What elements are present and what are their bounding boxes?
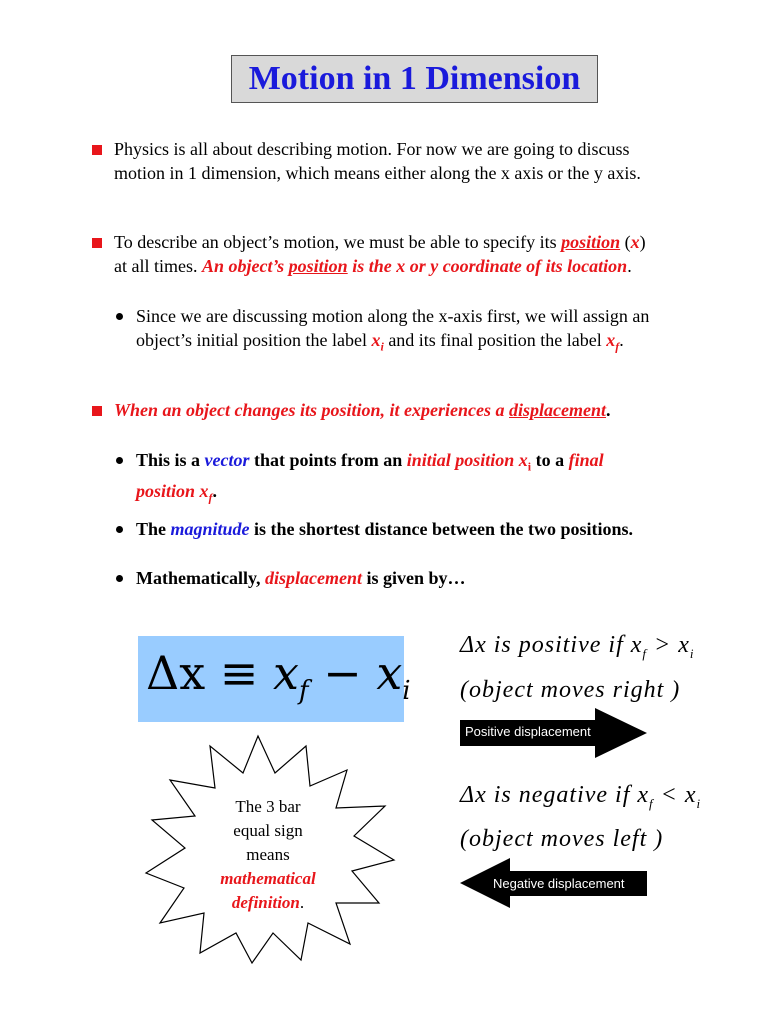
mathematical-term: mathematical <box>220 869 316 888</box>
sub-bullet-vector <box>136 448 756 509</box>
subscript-f: f <box>615 339 620 354</box>
square-bullet-icon <box>92 238 102 248</box>
negative-condition <box>460 782 701 812</box>
bullet-1-line-1: Physics is all about describing motion. For now we are going to discuss <box>114 139 630 159</box>
bullet-1-line-2: motion in 1 dimension, which means either along the x axis or the y axis. <box>114 163 641 183</box>
magnitude-term: magnitude <box>170 519 250 539</box>
text-span: at all times. <box>114 256 202 276</box>
bullet-2-text <box>114 230 754 278</box>
sub-bullet-assign-labels <box>136 304 756 359</box>
starburst-text <box>198 795 338 915</box>
subscript-f: f <box>649 795 654 811</box>
page-title-box <box>231 55 598 103</box>
vector-line-1 <box>136 448 756 479</box>
positive-condition <box>460 632 695 662</box>
sub-bullet-mathematically <box>136 566 756 590</box>
vector-term: vector <box>204 450 250 470</box>
text-span: An object’s <box>201 256 289 276</box>
square-bullet-icon <box>92 406 102 416</box>
square-bullet-icon <box>92 145 102 155</box>
sub-line-1: Since we are discussing motion along the x-axis first, we will assign an <box>136 306 650 326</box>
text-span: . <box>627 256 632 276</box>
sub-bullet-magnitude <box>136 517 756 541</box>
positive-arrow-label: Positive displacement <box>465 724 591 739</box>
dot-bullet-icon <box>116 575 123 582</box>
text-span: Δx is positive if x <box>460 632 643 658</box>
bullet-2-line-2 <box>114 254 754 278</box>
subscript-f: f <box>208 490 213 505</box>
displacement-term: displacement <box>264 568 362 588</box>
text-span: Δx is negative if x <box>460 782 650 808</box>
text-span: This is a <box>136 450 205 470</box>
text-span: > x <box>647 632 690 658</box>
subscript-f: f <box>642 645 648 661</box>
x-initial: x <box>376 646 403 700</box>
position-definition: is the x or y coordinate of its location <box>347 256 628 276</box>
text-span: and its final position the label <box>383 330 607 350</box>
text-span: ( <box>620 232 631 252</box>
final-term: final <box>568 450 604 470</box>
sub-line-2 <box>136 328 756 359</box>
negative-note: (object moves left ) <box>460 826 664 852</box>
text-span: object’s initial position the label <box>136 330 372 350</box>
bullet-1-text <box>114 137 754 185</box>
definition-term: definition <box>231 893 300 912</box>
dot-bullet-icon <box>116 526 123 533</box>
displacement-formula-box <box>138 636 411 722</box>
dot-bullet-icon <box>116 313 123 320</box>
x-final-label: x <box>606 330 616 350</box>
dot-bullet-icon <box>116 457 123 464</box>
displacement-formula <box>146 646 411 706</box>
text-span: To describe an object’s motion, we must be able to specify its <box>114 232 562 252</box>
equiv-sign: ≡ <box>219 646 259 700</box>
vector-line-2 <box>136 479 756 510</box>
text-span: ) <box>639 232 646 252</box>
bullet-3-text <box>114 398 754 422</box>
x-variable: x <box>630 232 640 252</box>
x-final: x <box>272 646 299 700</box>
subscript-i: i <box>696 795 702 811</box>
text-span: to a <box>531 450 569 470</box>
starburst-line <box>198 891 338 915</box>
final-position-term: position x <box>136 480 209 501</box>
initial-position-term: initial position x <box>406 450 528 470</box>
subscript-i: i <box>527 459 532 474</box>
starburst-line: The 3 bar <box>235 797 301 816</box>
minus-sign: − <box>323 646 362 700</box>
positive-note: (object moves right ) <box>460 677 681 703</box>
text-span: . <box>212 480 218 501</box>
subscript-i: i <box>689 645 695 661</box>
position-term: position <box>288 256 348 276</box>
text-span: is the shortest distance between the two positions. <box>249 519 634 539</box>
text-span: . <box>606 400 611 420</box>
delta-x: Δx <box>146 646 206 700</box>
subscript-i: i <box>402 676 411 707</box>
text-span: . <box>619 330 624 350</box>
x-initial-label: x <box>371 330 381 350</box>
text-span: The <box>136 519 171 539</box>
starburst-line: means <box>246 845 290 864</box>
starburst-line: equal sign <box>233 821 303 840</box>
position-term: position <box>561 232 621 252</box>
text-span: When an object changes its position, it experiences a <box>114 400 510 420</box>
text-span: < x <box>653 782 697 808</box>
text-span: that points from an <box>249 450 407 470</box>
text-span: . <box>299 893 305 912</box>
subscript-f: f <box>298 676 309 707</box>
text-span: Mathematically, <box>136 568 265 588</box>
displacement-term: displacement <box>509 400 607 420</box>
page-title: Motion in 1 Dimension <box>248 60 581 97</box>
subscript-i: i <box>380 339 384 354</box>
text-span: is given by… <box>361 568 466 588</box>
negative-arrow-label: Negative displacement <box>493 876 625 891</box>
bullet-2-line-1 <box>114 230 754 254</box>
